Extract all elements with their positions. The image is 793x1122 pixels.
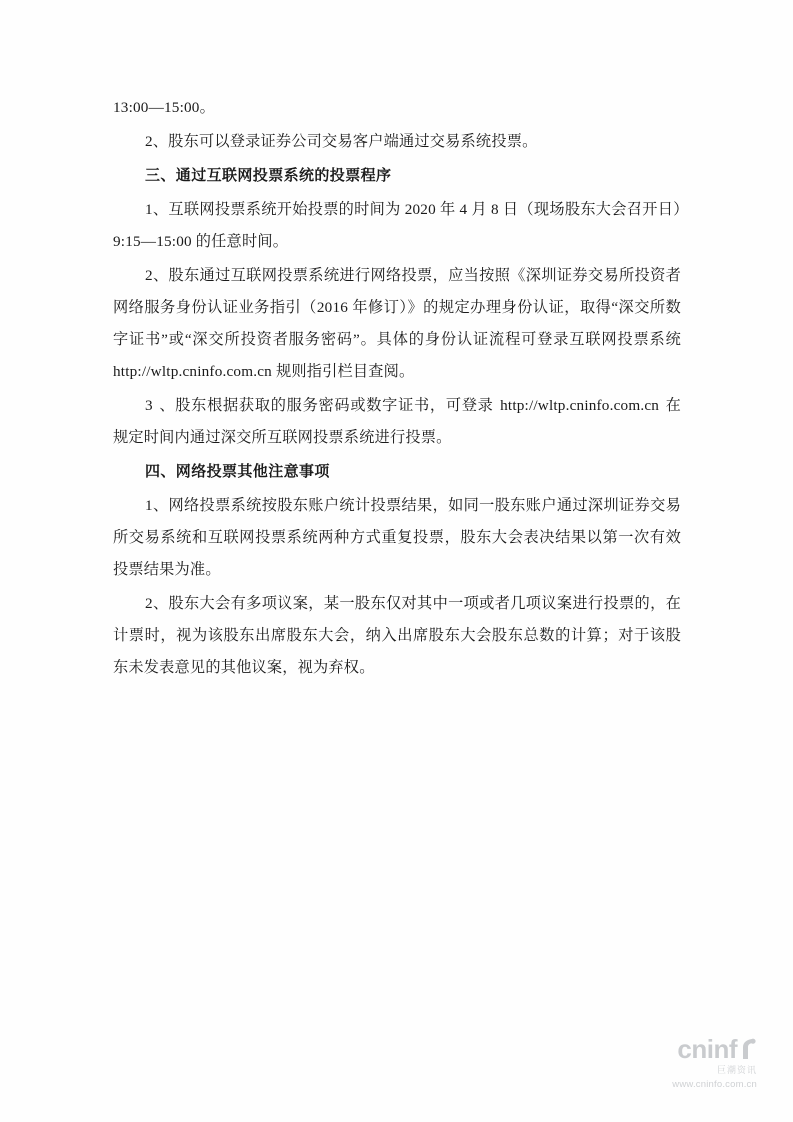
paragraph-item-2-trading-client: 2、股东可以登录证券公司交易客户端通过交易系统投票。 [145,133,538,150]
document-body [113,92,681,686]
logo-url: www.cninfo.com.cn [672,1079,757,1090]
logo-wordmark: cninf [677,1034,737,1064]
cninfo-mark-icon [740,1038,757,1060]
paragraph-time-range: 13:00—15:00。 [113,99,215,116]
heading-section-three: 三、通过互联网投票系统的投票程序 [145,167,392,184]
heading-section-four: 四、网络投票其他注意事项 [145,463,330,480]
logo-subtitle: 巨潮资讯 [716,1065,757,1075]
paragraph-item-2-identity-auth: 2、股东通过互联网投票系统进行网络投票，应当按照《深圳证券交易所投资者网络服务身份认证业务指引（2016 年修订）》的规定办理身份认证，取得“深交所数字证书”或“深交所投资者服务密码”。具体的身份认证流程可登录互联网投票系统 http://wltp.cninfo.com.cn 规则指引栏目查阅。 [113,267,681,380]
paragraph-item-3-login: 3 、股东根据获取的服务密码或数字证书，可登录 http://wltp.cninfo.com.cn 在规定时间内通过深交所互联网投票系统进行投票。 [113,397,681,446]
cninfo-logo [617,1036,757,1090]
paragraph-note-1-duplicate-votes: 1、网络投票系统按股东账户统计投票结果，如同一股东账户通过深圳证券交易所交易系统和互联网投票系统两种方式重复投票，股东大会表决结果以第一次有效投票结果为准。 [113,497,681,578]
paragraph-item-1-start-time: 1、互联网投票系统开始投票的时间为 2020 年 4 月 8 日（现场股东大会召开日）9:15—15:00 的任意时间。 [113,201,681,250]
logo-row [617,1036,757,1062]
paragraph-note-2-partial-votes: 2、股东大会有多项议案，某一股东仅对其中一项或者几项议案进行投票的，在计票时，视为该股东出席股东大会，纳入出席股东大会股东总数的计算；对于该股东未发表意见的其他议案，视为弃权。 [113,595,681,676]
